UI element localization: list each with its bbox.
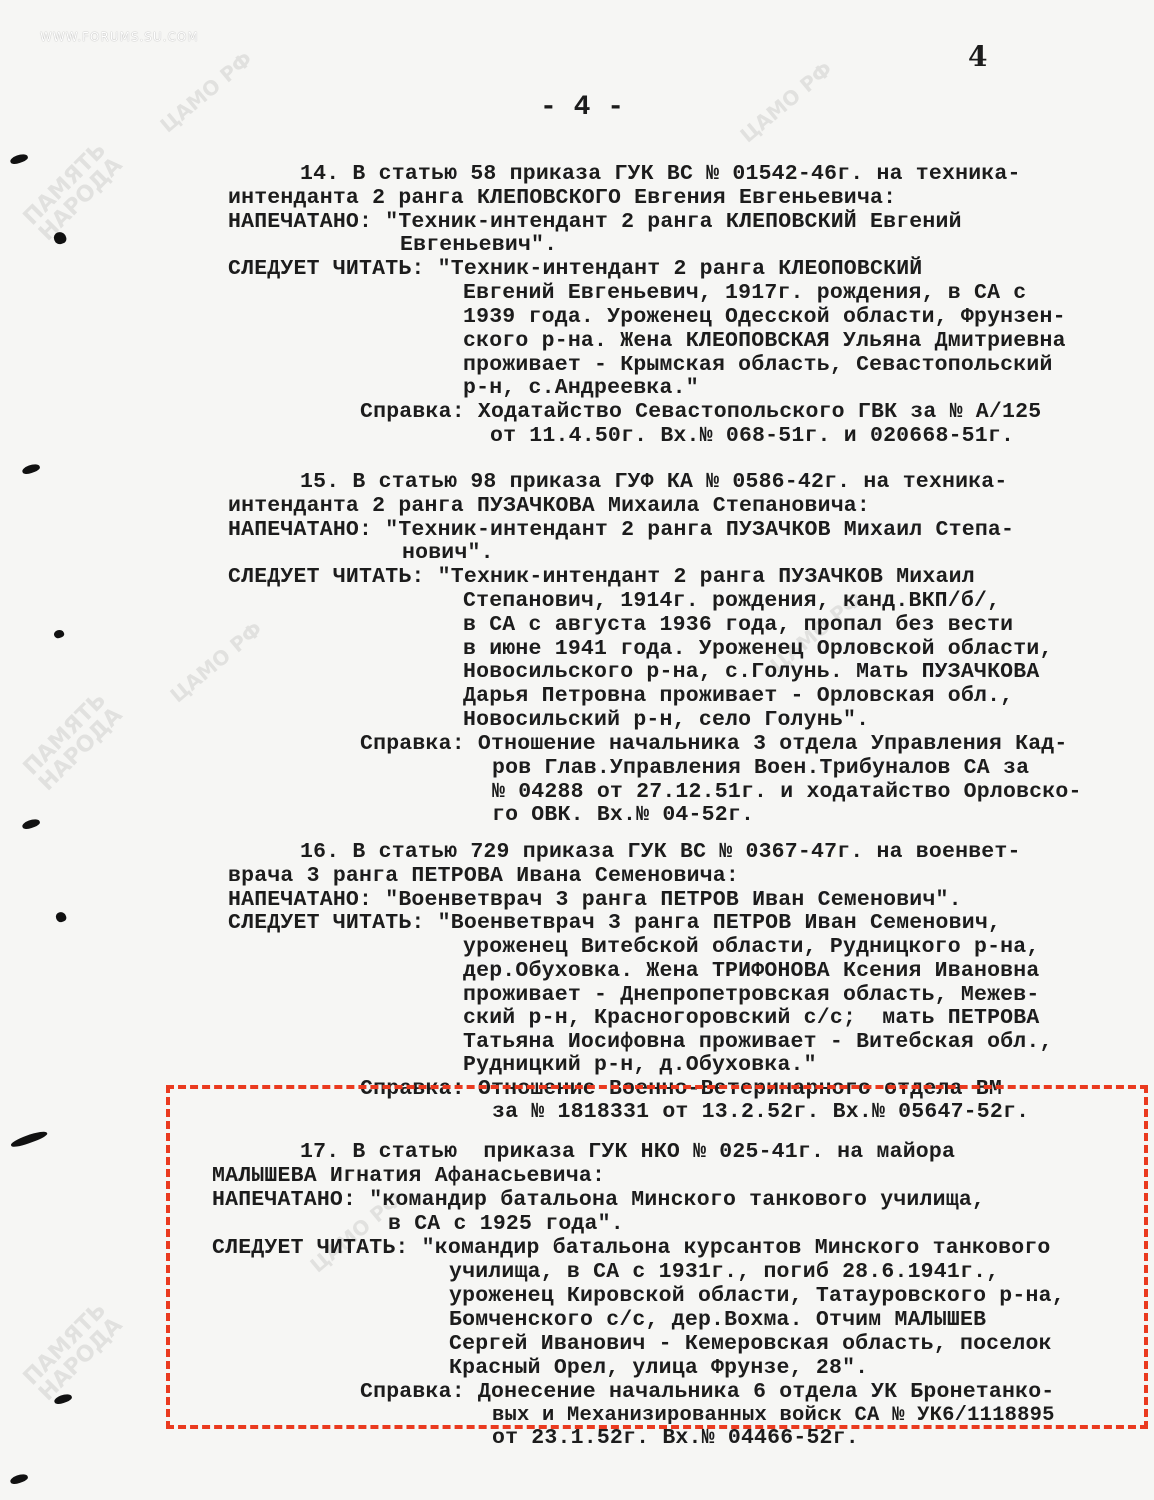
- sheet-number: 4: [968, 40, 988, 73]
- site-watermark: WWW.FORUMS.SU.COM: [40, 30, 199, 44]
- entry-line: Сергей Иванович - Кемеровская область, поселок: [449, 1332, 1052, 1356]
- entry-line: СЛЕДУЕТ ЧИТАТЬ: "Военветврач 3 ранга ПЕТРОВ Иван Семенович,: [228, 911, 1002, 935]
- entry-line: Евгений Евгеньевич, 1917г. рождения, в СА с: [463, 281, 1027, 305]
- binding-hole: [9, 1472, 29, 1486]
- entry-line: СЛЕДУЕТ ЧИТАТЬ: "командир батальона курсантов Минского танкового: [212, 1236, 1051, 1260]
- reference-line: Справка: Донесение начальника 6 отдела УК Бронетанко-: [360, 1380, 1055, 1404]
- entry-line: 14. В статью 58 приказа ГУК ВС № 01542-46г. на техника-: [300, 162, 1021, 186]
- entry-line: Рудницкий р-н, д.Обуховка.": [463, 1053, 817, 1077]
- entry-line: в СА с августа 1936 года, пропал без вести: [463, 613, 1014, 637]
- entry-line: Дарья Петровна проживает - Орловская обл.,: [463, 684, 1014, 708]
- reference-line: Справка: Ходатайство Севастопольского ГВК за № А/125: [360, 400, 1042, 424]
- entry-line: Красный Орел, улица Фрунзе, 28".: [449, 1356, 869, 1380]
- entry-line: нович".: [402, 541, 494, 565]
- reference-line: вых и Механизированных войск СА № УК6/1118895: [492, 1404, 1055, 1427]
- entry-line: интенданта 2 ранга КЛЕПОВСКОГО Евгения Евгеньевича:: [228, 186, 897, 210]
- binding-hole: [55, 911, 68, 924]
- memory-watermark: ПАМЯТЬ НАРОДА: [18, 137, 128, 247]
- reference-line: ров Глав.Управления Воен.Трибуналов СА за: [492, 756, 1030, 780]
- reference-line: № 04288 от 27.12.51г. и ходатайство Орловско-: [492, 780, 1082, 804]
- entry-line: в июне 1941 года. Уроженец Орловской области,: [463, 637, 1053, 661]
- entry-line: НАПЕЧАТАНО: "Техник-интендант 2 ранга ПУЗАЧКОВ Михаил Степа-: [228, 518, 1015, 542]
- entry-line: уроженец Кировской области, Татауровского р-на,: [449, 1284, 1065, 1308]
- archive-watermark: ЦАМО РФ: [305, 1186, 407, 1278]
- binding-hole: [53, 1392, 73, 1406]
- entry-line: Новосильского р-на, с.Голунь. Мать ПУЗАЧКОВА: [463, 660, 1040, 684]
- entry-line: Евгеньевич".: [400, 233, 558, 257]
- binding-hole: [9, 152, 29, 166]
- reference-line: Справка: Отношение начальника 3 отдела Управления Кад-: [360, 732, 1068, 756]
- entry-line: в СА с 1925 года".: [388, 1212, 624, 1236]
- entry-line: р-н, с.Андреевка.": [463, 376, 699, 400]
- entry-line: 15. В статью 98 приказа ГУФ КА № 0586-42г. на техника-: [300, 470, 1008, 494]
- page-number: - 4 -: [540, 92, 625, 123]
- entry-line: уроженец Витебской области, Рудницкого р-на,: [463, 935, 1040, 959]
- binding-hole: [52, 230, 67, 245]
- memory-watermark: ПАМЯТЬ НАРОДА: [18, 687, 128, 797]
- entry-line: Татьяна Иосифовна проживает - Витебская обл.,: [463, 1030, 1053, 1054]
- entry-line: СЛЕДУЕТ ЧИТАТЬ: "Техник-интендант 2 ранга ПУЗАЧКОВ Михаил: [228, 565, 975, 589]
- entry-line: Степанович, 1914г. рождения, канд.ВКП/б/,: [463, 589, 1001, 613]
- archive-watermark: ЦАМО РФ: [165, 616, 267, 708]
- entry-line: 16. В статью 729 приказа ГУК ВС № 0367-47г. на военвет-: [300, 840, 1021, 864]
- binding-hole: [21, 817, 41, 831]
- entry-line: Бомченского с/с, дер.Вохма. Отчим МАЛЫШЕВ: [449, 1308, 987, 1332]
- entry-line: 17. В статью приказа ГУК НКО № 025-41г. на майора: [300, 1140, 956, 1164]
- reference-line: го ОВК. Вх.№ 04-52г.: [492, 803, 755, 827]
- reference-line: от 11.4.50г. Вх.№ 068-51г. и 020668-51г.: [490, 424, 1015, 448]
- entry-line: НАПЕЧАТАНО: "Техник-интендант 2 ранга КЛЕПОВСКИЙ Евгений: [228, 210, 962, 234]
- archive-watermark: ЦАМО РФ: [735, 56, 837, 148]
- binding-hole: [21, 462, 41, 476]
- memory-watermark: ПАМЯТЬ НАРОДА: [18, 1297, 128, 1407]
- entry-line: врача 3 ранга ПЕТРОВА Ивана Семеновича:: [228, 864, 739, 888]
- entry-line: СЛЕДУЕТ ЧИТАТЬ: "Техник-интендант 2 ранга КЛЕОПОВСКИЙ: [228, 257, 923, 281]
- reference-line: Справка: Отношение Военно-Ветеринарного отдела ВМ: [360, 1077, 1003, 1101]
- entry-line: НАПЕЧАТАНО: "Военветврач 3 ранга ПЕТРОВ Иван Семенович".: [228, 888, 962, 912]
- entry-line: проживает - Днепропетровская область, Межев-: [463, 983, 1040, 1007]
- reference-line: от 23.1.52г. Вх.№ 04466-52г.: [492, 1426, 859, 1450]
- entry-line: НАПЕЧАТАНО: "командир батальона Минского танкового училища,: [212, 1188, 986, 1212]
- entry-line: дер.Обуховка. Жена ТРИФОНОВА Ксения Ивановна: [463, 959, 1040, 983]
- archive-watermark: ЦАМО РФ: [155, 46, 257, 138]
- entry-line: училища, в СА с 1931г., погиб 28.6.1941г.,: [449, 1260, 1000, 1284]
- entry-line: 1939 года. Уроженец Одесской области, Фрунзен-: [463, 305, 1066, 329]
- entry-line: ский р-н, Красногоровский с/с; мать ПЕТРОВА: [463, 1006, 1040, 1030]
- reference-line: за № 1818331 от 13.2.52г. Вх.№ 05647-52г.: [492, 1100, 1030, 1124]
- entry-line: интенданта 2 ранга ПУЗАЧКОВА Михаила Степановича:: [228, 494, 871, 518]
- binding-hole: [53, 629, 65, 640]
- entry-line: ского р-на. Жена КЛЕОПОВСКАЯ Ульяна Дмитриевна: [463, 329, 1066, 353]
- entry-line: проживает - Крымская область, Севастопольский: [463, 353, 1053, 377]
- entry-line: Новосильский р-н, село Голунь".: [463, 708, 870, 732]
- entry-line: МАЛЫШЕВА Игнатия Афанасьевича:: [212, 1164, 606, 1188]
- archive-watermark: ЦАМО РФ: [765, 586, 867, 678]
- binding-hole: [10, 1129, 48, 1150]
